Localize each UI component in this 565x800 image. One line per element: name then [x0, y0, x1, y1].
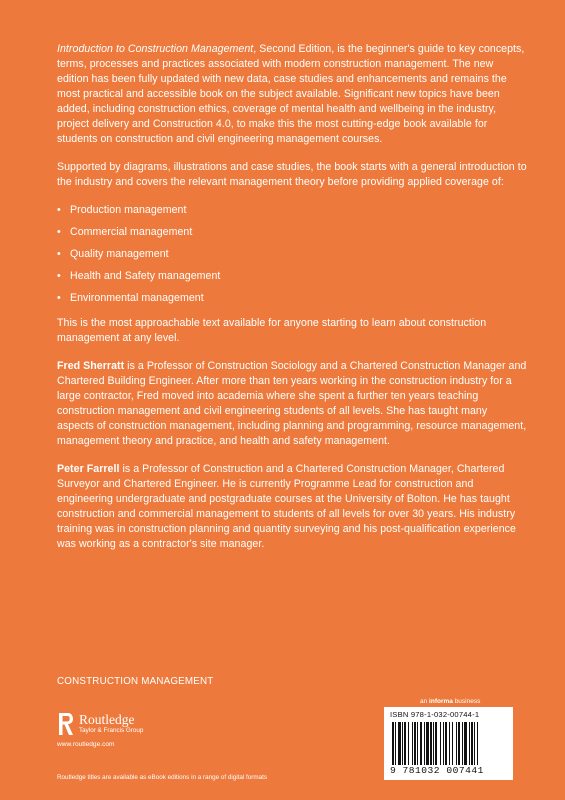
publisher-website: www.routledge.com	[57, 741, 115, 748]
barcode-bar	[456, 722, 457, 765]
barcode-bar	[424, 722, 425, 765]
back-cover-blurb	[57, 42, 527, 565]
barcode-bar	[477, 722, 478, 765]
barcode-bar	[458, 722, 460, 765]
barcode-bar	[471, 722, 473, 765]
barcode-bar	[474, 722, 475, 765]
barcode-icon	[390, 722, 508, 765]
bullet-icon: •	[57, 204, 61, 216]
barcode-bar	[464, 722, 467, 765]
barcode-bar	[452, 722, 453, 765]
barcode-panel	[384, 707, 513, 780]
barcode-bar	[395, 722, 396, 765]
barcode-bar	[443, 722, 444, 765]
barcode-bar	[414, 722, 416, 765]
intro-paragraph: Introduction to Construction Management, Second Edition, is the beginner's guide to key concepts, terms, processes and practices associated with modern construction management. The new edition has been fully updated with new data, case studies and enhancements and remains the most practical and accessible book on the subject available. Significant new topics have been added, including construction ethics, coverage of mental health and wellbeing in the industry, project delivery and Construction 4.0, to make this the most cutting-edge book available for students on construction and civil engineering management courses.	[57, 43, 525, 145]
list-item: • Health and Safety management	[57, 270, 221, 282]
bullet-icon: •	[57, 270, 61, 282]
bullet-icon: •	[57, 248, 61, 260]
informa-badge: an informa business	[420, 698, 481, 705]
barcode-bar	[426, 722, 429, 765]
barcode-bar	[433, 722, 434, 765]
barcode-bar	[420, 722, 422, 765]
list-item: • Environmental management	[57, 292, 204, 304]
author-bio-sherratt: Fred Sherratt is a Professor of Construction Sociology and a Chartered Construction Manager and Chartered Building Engineer. After more than ten years working in the construction industry for a large contractor, Fred moved into academia where she spent a further ten years teaching construction management and civil engineering students of all levels. She has taught many aspects of construction management, including planning and programming, resource management, management theory and practice, and health and safety management.	[57, 360, 527, 447]
list-item: • Quality management	[57, 248, 169, 260]
author-name: Peter Farrell	[57, 463, 120, 475]
barcode-bar	[469, 722, 470, 765]
bullet-icon: •	[57, 292, 61, 304]
barcode-bar	[462, 722, 463, 765]
routledge-logo-icon	[57, 711, 75, 737]
publisher-group: Taylor & Francis Group	[79, 727, 144, 734]
book-title: Introduction to Construction Management	[57, 43, 254, 55]
barcode-bar	[430, 722, 432, 765]
barcode-bar	[445, 722, 447, 765]
barcode-bar	[392, 722, 394, 765]
barcode-bar	[402, 722, 403, 765]
barcode-bar	[412, 722, 413, 765]
list-item: • Production management	[57, 204, 187, 216]
coverage-list	[57, 203, 527, 306]
barcode-bar	[404, 722, 406, 765]
author-name: Fred Sherratt	[57, 360, 125, 372]
subject-category: CONSTRUCTION MANAGEMENT	[57, 676, 214, 687]
author-bio-farrell: Peter Farrell is a Professor of Construction and a Chartered Construction Manager, Chartered Surveyor and Chartered Engineer. He is currently Programme Lead for construction and engineering undergraduate and postgraduate courses at the University of Bolton. He has taught construction and commercial management to students of all levels for over 30 years. His industry training was in construction planning and quantity surveying and his post-qualification experience was working as a contractor's site manager.	[57, 463, 516, 550]
ebook-note: Routledge titles are available as eBook editions in a range of digital formats	[57, 774, 268, 781]
publisher-logo	[57, 706, 143, 742]
bullet-icon: •	[57, 226, 61, 238]
barcode-bar	[449, 722, 450, 765]
barcode-bar	[440, 722, 441, 765]
barcode-bar	[435, 722, 437, 765]
barcode-bar	[398, 722, 401, 765]
barcode-bar	[408, 722, 409, 765]
publisher-name: Routledge	[79, 712, 135, 727]
supported-paragraph: Supported by diagrams, illustrations and case studies, the book starts with a general introduction to the industry and covers the relevant management theory before providing applied coverage of:	[57, 161, 527, 188]
isbn-label: ISBN 978-1-032-00744-1	[390, 710, 480, 719]
approachable-paragraph: This is the most approachable text available for anyone starting to learn about construction management at any level.	[57, 317, 487, 344]
barcode-bar	[417, 722, 418, 765]
barcode-digits: 9 781032 007441	[390, 765, 484, 776]
list-item: • Commercial management	[57, 226, 193, 238]
